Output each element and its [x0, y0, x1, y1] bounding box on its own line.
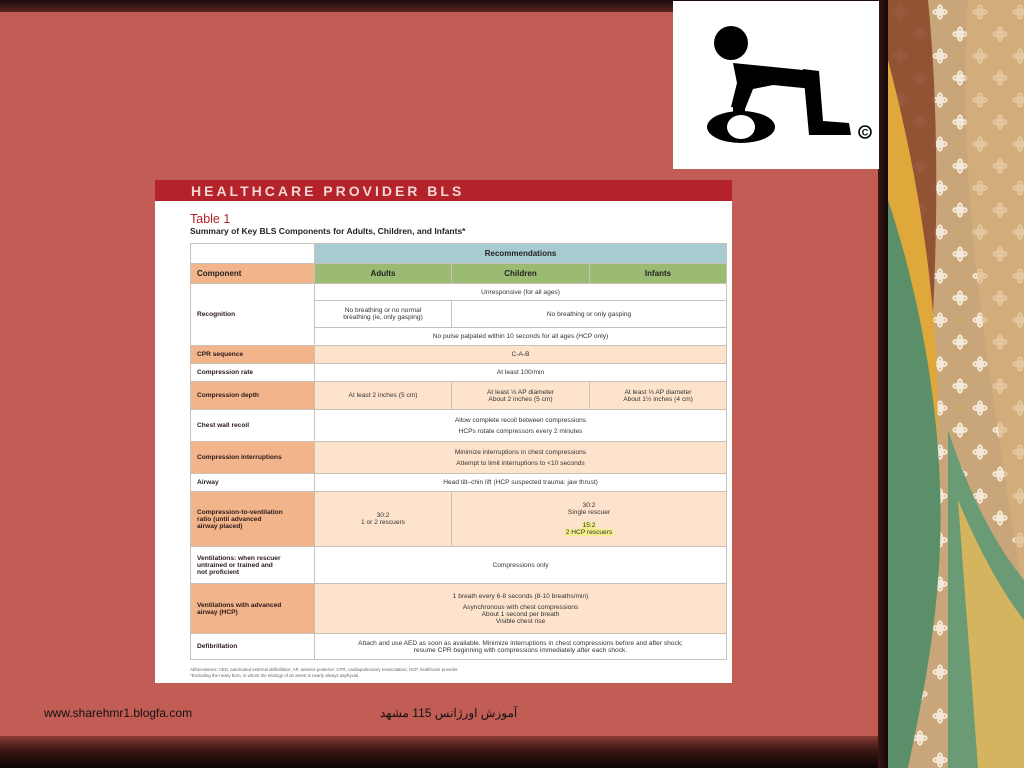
doc-banner: HEALTHCARE PROVIDER BLS	[155, 180, 732, 201]
compression-depth-infants	[590, 382, 727, 410]
text-line: At least ⅓ AP diameter	[487, 388, 554, 396]
header-recommendations: Recommendations	[315, 244, 727, 264]
airway-value: Head tilt–chin lift (HCP suspected trauma: jaw thrust)	[315, 474, 727, 492]
header-adults: Adults	[315, 264, 452, 284]
bls-table	[190, 243, 727, 660]
recognition-all: Unresponsive (for all ages)	[315, 284, 727, 301]
recognition-adults	[315, 301, 452, 328]
footer-url: www.sharehmr1.blogfa.com	[44, 706, 193, 720]
compression-depth-children	[452, 382, 590, 410]
text-line: breathing (ie, only gasping)	[343, 314, 423, 321]
text-line: resume CPR beginning with compressions immediately after each shock.	[413, 646, 628, 654]
text-line: not proficient	[197, 568, 240, 576]
header-children: Children	[452, 264, 590, 284]
text-line: Allow complete recoil between compressions	[454, 416, 587, 424]
row-label-airway: Airway	[191, 474, 315, 492]
text-line: About 1½ inches (4 cm)	[623, 395, 693, 403]
text-line: Ventilations with advanced	[197, 601, 282, 609]
defibrillation-value	[315, 634, 727, 660]
cpr-sequence-value: C-A-B	[315, 346, 727, 364]
ventilations-advanced-airway-value	[315, 584, 727, 634]
ratio-children-infants	[452, 492, 727, 547]
row-label-chest-wall-recoil: Chest wall recoil	[191, 410, 315, 442]
text-line: airway placed)	[197, 522, 243, 530]
right-border	[878, 0, 888, 768]
cpr-logo	[673, 1, 879, 169]
table-subtitle: Summary of Key BLS Components for Adults, Children, and Infants*	[190, 226, 466, 236]
text-line: Single rescuer	[567, 509, 611, 516]
header-infants: Infants	[590, 264, 727, 284]
text-line: Attach and use AED as soon as available. Minimize interruptions in chest compressions before and after shock;	[358, 639, 683, 647]
row-label-compression-depth: Compression depth	[191, 382, 315, 410]
highlighted-text: 2 HCP rescuers	[565, 529, 613, 536]
chest-wall-recoil-value	[315, 410, 727, 442]
highlighted-text: 15:2	[582, 522, 596, 529]
text-line: 30:2	[582, 502, 596, 509]
decorative-panel	[888, 0, 1024, 768]
text-line: Attempt to limit interruptions to <10 seconds	[456, 459, 585, 467]
text-line: Asynchronous with chest compressions	[462, 603, 579, 611]
footnote-line: Abbreviations: AED, automated external defibrillator; AP, anterior-posterior; CPR, cardiopulmonary resuscitation; HCP, healthcare provider.	[190, 667, 459, 672]
ventilations-untrained-value: Compressions only	[315, 547, 727, 584]
row-label-ventilations-advanced-airway	[191, 584, 315, 634]
text-line: No breathing or no normal	[344, 307, 422, 314]
row-label-cpr-sequence: CPR sequence	[191, 346, 315, 364]
text-line: Compression-to-ventilation	[197, 508, 283, 516]
recognition-pulse: No pulse palpated within 10 seconds for all ages (HCP only)	[315, 328, 727, 346]
row-label-ventilations-untrained	[191, 547, 315, 584]
compression-interruptions-value	[315, 442, 727, 474]
text-line: Visible chest rise	[495, 617, 546, 625]
text-line: 1 breath every 6-8 seconds (8-10 breaths/min)	[452, 592, 589, 600]
row-label-compression-rate: Compression rate	[191, 364, 315, 382]
header-blank	[191, 244, 315, 264]
text-line: 1 or 2 rescuers	[361, 519, 405, 526]
text-line: untrained or trained and	[197, 561, 273, 569]
text-line: Minimize interruptions in chest compressions	[454, 448, 587, 456]
bls-document	[155, 180, 732, 683]
footer-persian-caption: آموزش اورژانس 115 مشهد	[380, 706, 518, 720]
text-line: HCPs rotate compressors every 2 minutes	[458, 427, 583, 435]
ratio-adults	[315, 492, 452, 547]
compression-rate-value: At least 100/min	[315, 364, 727, 382]
text-line: Ventilations: when rescuer	[197, 554, 281, 562]
text-line: 30:2	[376, 512, 390, 519]
row-label-compression-interruptions: Compression interruptions	[191, 442, 315, 474]
cpr-icon	[673, 1, 879, 169]
text-line: At least ⅓ AP diameter	[624, 388, 692, 396]
text-line: About 2 inches (5 cm)	[488, 395, 553, 403]
table-title: Table 1	[190, 212, 231, 226]
table-footnote	[190, 667, 730, 679]
header-component: Component	[191, 264, 315, 284]
row-label-compression-ventilation-ratio	[191, 492, 315, 547]
footnote-line: *Excluding the newly born, in whom the etiology of an arrest is nearly always asphyxial.	[190, 673, 360, 678]
text-line: About 1 second per breath	[481, 610, 560, 618]
row-label-defibrillation: Defibrillation	[191, 634, 315, 660]
text-line: ratio (until advanced	[197, 515, 262, 523]
recognition-children-infants: No breathing or only gasping	[452, 301, 727, 328]
text-line: airway (HCP)	[197, 608, 238, 616]
bottom-border	[0, 736, 880, 768]
compression-depth-adults: At least 2 inches (5 cm)	[315, 382, 452, 410]
row-label-recognition: Recognition	[191, 284, 315, 346]
svg-text:C: C	[861, 127, 869, 138]
